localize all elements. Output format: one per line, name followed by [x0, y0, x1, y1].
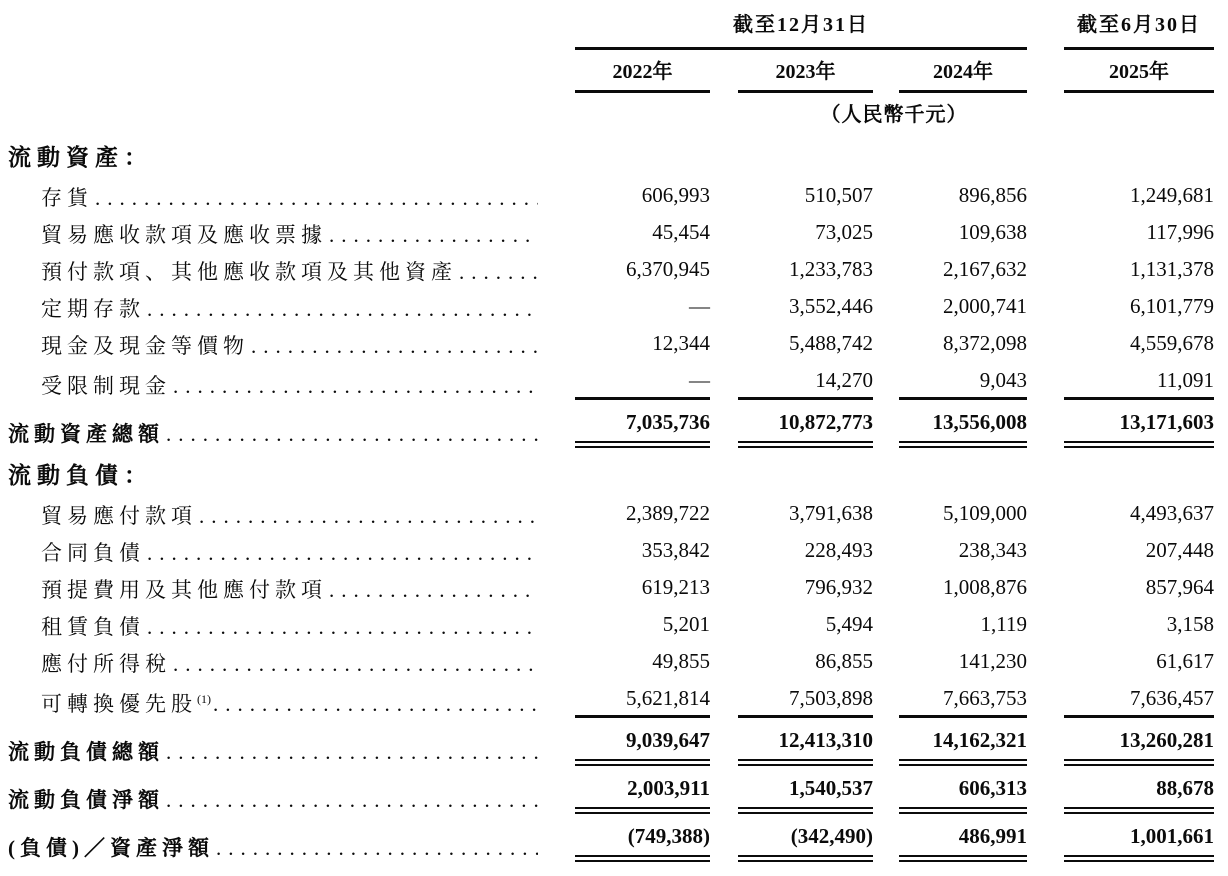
row-label: 流動資產總額	[8, 422, 164, 446]
dot-leader	[173, 374, 538, 398]
year-column-2024: 2024年	[899, 59, 1027, 93]
year-column-2023: 2023年	[738, 59, 873, 93]
dot-leader	[147, 541, 538, 565]
value-2023: 1,233,783	[789, 257, 873, 281]
table-row-contract-liabilities	[8, 530, 1214, 567]
value-2023: 14,270	[738, 367, 873, 400]
value-2025: 6,101,779	[1130, 294, 1215, 318]
value-2024: 2,167,632	[943, 257, 1028, 281]
header-spacer	[8, 8, 544, 50]
value-2025: 11,091	[1064, 367, 1214, 400]
year-column-2022: 2022年	[575, 59, 710, 93]
period-group-dec31	[544, 8, 1027, 50]
row-label: 預付款項、其他應收款項及其他資產	[41, 260, 457, 284]
dot-leader	[213, 692, 538, 716]
header-spacer	[8, 50, 544, 93]
dot-leader	[251, 334, 538, 358]
value-2023: 5,494	[825, 612, 873, 636]
value-2022: 49,855	[652, 649, 710, 673]
value-2024: 2,000,741	[943, 294, 1028, 318]
value-2024: 13,556,008	[899, 409, 1027, 448]
value-2025: 857,964	[1145, 575, 1215, 599]
table-row-inventory	[8, 175, 1214, 212]
row-label: 流動負債總額	[8, 740, 164, 764]
period-group-jun30	[1027, 8, 1214, 50]
value-2022: 9,039,647	[575, 727, 710, 766]
value-2024: 5,109,000	[943, 501, 1028, 525]
dot-leader	[329, 223, 538, 247]
table-row-accrued-expenses	[8, 567, 1214, 604]
currency-unit-note: （人民幣千元）	[820, 104, 968, 126]
value-2023: 3,552,446	[789, 294, 873, 318]
dot-leader	[329, 578, 538, 602]
value-2022: 619,213	[641, 575, 710, 599]
row-label: 貿易應付款項	[41, 504, 197, 528]
value-2023: 10,872,773	[738, 409, 873, 448]
value-2022: 6,370,945	[626, 257, 710, 281]
dot-leader	[95, 186, 538, 210]
section-label: 流動資產：	[8, 145, 153, 170]
period-group-jun30-label: 截至6月30日	[1064, 12, 1214, 50]
row-label: 受限制現金	[41, 374, 171, 398]
value-2022: 353,842	[641, 538, 710, 562]
value-2022: 5,621,814	[575, 685, 710, 718]
table-row-convertible-preferred-shares	[8, 678, 1214, 718]
value-2025: 1,001,661	[1064, 823, 1214, 862]
value-2022: (749,388)	[575, 823, 710, 862]
value-2023: (342,490)	[738, 823, 873, 862]
table-row-prepayments	[8, 249, 1214, 286]
value-2024: 141,230	[958, 649, 1028, 673]
value-2024: 1,008,876	[943, 575, 1028, 599]
value-2023: 3,791,638	[789, 501, 873, 525]
current-assets-liabilities-table	[8, 8, 1214, 862]
header-spacer	[8, 93, 544, 130]
dot-leader	[166, 740, 538, 764]
value-2025: 1,249,681	[1130, 183, 1215, 207]
value-2025: 3,158	[1166, 612, 1215, 636]
dot-leader	[216, 836, 538, 860]
header-period-groups	[8, 8, 1214, 50]
section-label: 流動負債：	[8, 463, 153, 488]
value-2022: 7,035,736	[575, 409, 710, 448]
value-2023: 510,507	[804, 183, 873, 207]
value-2022: 45,454	[652, 220, 710, 244]
dot-leader	[173, 652, 538, 676]
table-row-time-deposits	[8, 286, 1214, 323]
total-row-net-liabilities-assets	[8, 814, 1214, 862]
value-2022: —	[575, 367, 710, 400]
row-label: 合同負債	[41, 541, 145, 565]
value-2022: 5,201	[662, 612, 710, 636]
value-2025: 207,448	[1145, 538, 1215, 562]
dot-leader	[166, 422, 538, 446]
total-row-current-assets	[8, 400, 1214, 448]
value-2025: 1,131,378	[1130, 257, 1215, 281]
value-2022: 2,003,911	[575, 775, 710, 814]
dot-leader	[459, 260, 538, 284]
table-row-trade-payables	[8, 493, 1214, 530]
dot-leader	[147, 297, 538, 321]
value-2024: 109,638	[958, 220, 1028, 244]
row-label: 預提費用及其他應付款項	[41, 578, 327, 602]
header-years	[8, 50, 1214, 93]
value-2025: 61,617	[1156, 649, 1215, 673]
period-group-dec31-label: 截至12月31日	[575, 12, 1027, 50]
value-2025: 4,493,637	[1130, 501, 1215, 525]
value-2024: 7,663,753	[899, 685, 1027, 718]
value-2024: 1,119	[980, 612, 1028, 636]
dot-leader	[147, 615, 538, 639]
row-label: 應付所得稅	[41, 652, 171, 676]
value-2023: 86,855	[815, 649, 873, 673]
value-2024: 9,043	[899, 367, 1027, 400]
value-2022: 2,389,722	[626, 501, 710, 525]
value-2022: 12,344	[652, 331, 710, 355]
row-label: 租賃負債	[41, 615, 145, 639]
row-label: 現金及現金等價物	[41, 334, 249, 358]
value-2023: 1,540,537	[738, 775, 873, 814]
dot-leader	[166, 788, 538, 812]
total-row-current-liabilities	[8, 718, 1214, 766]
value-2022: 606,993	[641, 183, 710, 207]
section-row-current-liabilities	[8, 448, 1214, 493]
value-2025: 117,996	[1146, 220, 1215, 244]
footnote-ref: (1)	[197, 692, 211, 706]
value-2024: 14,162,321	[899, 727, 1027, 766]
value-2024: 896,856	[958, 183, 1028, 207]
value-2024: 486,991	[899, 823, 1027, 862]
value-2025: 13,171,603	[1064, 409, 1214, 448]
value-2023: 73,025	[815, 220, 873, 244]
value-2023: 228,493	[804, 538, 873, 562]
section-row-current-assets	[8, 130, 1214, 175]
value-2024: 238,343	[958, 538, 1028, 562]
value-2022: —	[689, 294, 710, 318]
value-2023: 796,932	[804, 575, 873, 599]
table-row-lease-liabilities	[8, 604, 1214, 641]
value-2023: 12,413,310	[738, 727, 873, 766]
value-2025: 88,678	[1064, 775, 1214, 814]
row-label: 可轉換優先股$^{(1)}$	[41, 692, 211, 716]
row-label: 定期存款	[41, 297, 145, 321]
row-label: (負債)／資產淨額	[8, 836, 214, 860]
value-2025: 7,636,457	[1064, 685, 1214, 718]
row-label: 流動負債淨額	[8, 788, 164, 812]
table-row-restricted-cash	[8, 360, 1214, 400]
table-row-trade-receivables	[8, 212, 1214, 249]
value-2025: 4,559,678	[1130, 331, 1215, 355]
row-label: 存貨	[41, 186, 93, 210]
total-row-net-current-liabilities	[8, 766, 1214, 814]
value-2024: 8,372,098	[943, 331, 1028, 355]
value-2023: 5,488,742	[789, 331, 873, 355]
value-2025: 13,260,281	[1064, 727, 1214, 766]
year-column-2025: 2025年	[1064, 59, 1214, 93]
value-2023: 7,503,898	[738, 685, 873, 718]
header-unit-row	[8, 93, 1214, 130]
value-2024: 606,313	[899, 775, 1027, 814]
dot-leader	[199, 504, 538, 528]
row-label: 貿易應收款項及應收票據	[41, 223, 327, 247]
table-row-income-tax-payable	[8, 641, 1214, 678]
table-row-cash-equivalents	[8, 323, 1214, 360]
